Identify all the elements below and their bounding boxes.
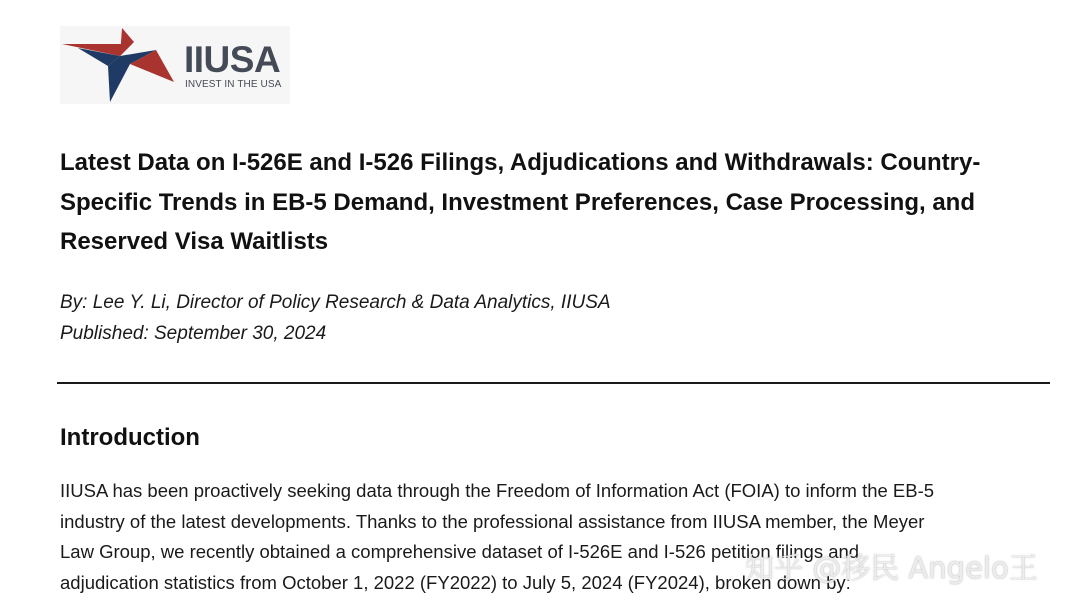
published-date: Published: September 30, 2024 [60,323,327,344]
byline-block [60,287,611,349]
logo-wordmark: IIUSA [184,39,281,80]
author-byline: By: Lee Y. Li, Director of Policy Research & Data Analytics, IIUSA [60,292,611,313]
star-logo-icon [60,26,184,104]
paragraph-line: industry of the latest developments. Thanks to the professional assistance from IIUSA member, the Meyer [60,510,925,532]
paragraph-line: adjudication statistics from October 1, 2022 (FY2022) to July 5, 2024 (FY2024), broken down by: [60,572,851,594]
paragraph-line: IIUSA has been proactively seeking data through the Freedom of Information Act (FOIA) to inform the EB-5 [60,480,935,501]
logo-tagline: INVEST IN THE USA [185,79,282,90]
paragraph-line: Law Group, we recently obtained a comprehensive dataset of I-526E and I-526 petition filings and [60,541,860,563]
zhihu-watermark: 知乎 @移民 Angelo王 [745,551,1038,585]
article-title: Latest Data on I-526E and I-526 Filings, Adjudications and Withdrawals: Country-Specific Trends in EB-5 Demand, Investment Preferences, Case Processing, and Reserved Visa Waitlists [60,149,981,255]
introduction-heading: Introduction [60,424,200,451]
section-divider [57,382,1050,384]
iiusa-logo [60,26,290,104]
